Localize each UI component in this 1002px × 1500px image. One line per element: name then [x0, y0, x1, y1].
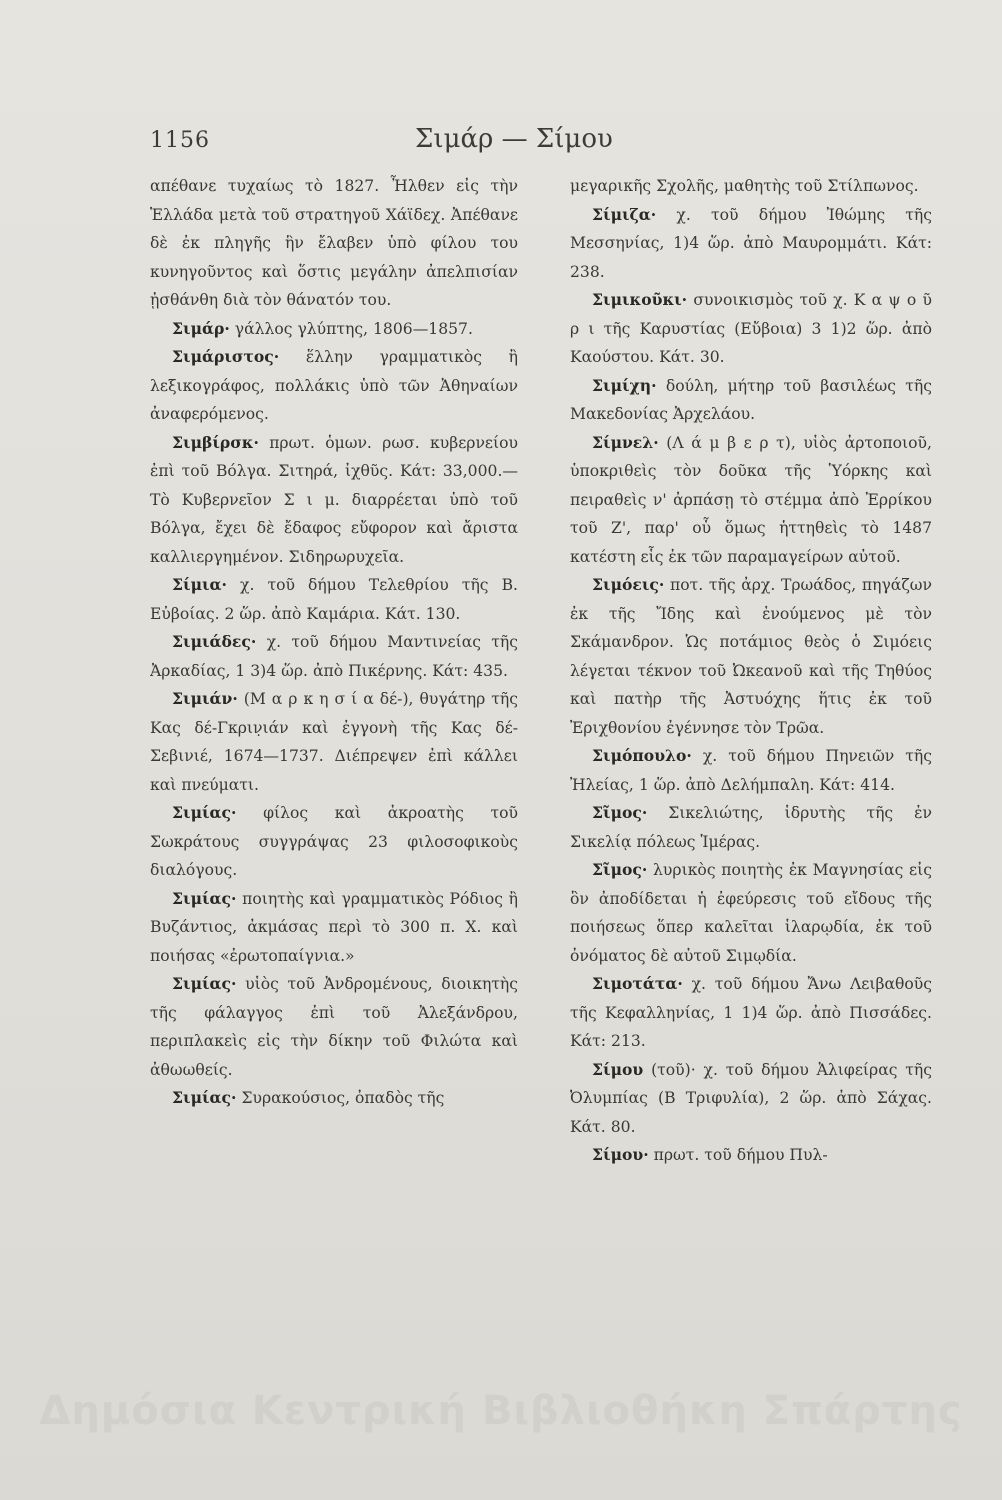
dictionary-entry [570, 429, 932, 572]
entry-headword: Σιμίας· [172, 1088, 237, 1107]
dictionary-entry [570, 286, 932, 372]
dictionary-entry [150, 970, 518, 1084]
dictionary-entry [150, 571, 518, 628]
entry-headword: Σιμόπουλο· [592, 746, 692, 765]
dictionary-entry [570, 372, 932, 429]
dictionary-entry [570, 1056, 932, 1142]
dictionary-entry [150, 628, 518, 685]
entry-headword: Σιμικοῦκι· [592, 290, 688, 309]
entry-text: μεγαρικῆς Σχολῆς, μαθητὴς τοῦ Στίλπωνος. [570, 177, 919, 195]
entry-headword: Σιμιάδες· [172, 632, 257, 651]
entry-text: χ. τοῦ δήμου Μαντινείας τῆς Ἀρκαδίας, 1 3)4 ὥρ. ἀπὸ Πικέρνης. Κάτ: 435. [150, 633, 518, 680]
dictionary-entry [570, 1141, 932, 1170]
entry-text: χ. τοῦ δήμου Ἰθώμης τῆς Μεσσηνίας, 1)4 ὥρ. ἀπὸ Μαυρομμάτι. Κάτ: 238. [570, 205, 932, 281]
entry-headword: Σίμιζα· [592, 204, 657, 224]
entry-headword: Σιμιάν· [172, 689, 238, 708]
entry-headword: Σιμίας· [172, 803, 237, 822]
entry-headword: Σιμβίρσκ· [172, 432, 259, 452]
entry-headword: Σιμοτάτα· [592, 974, 683, 993]
entry-headword: Σιμάριστος· [172, 347, 280, 366]
entry-headword: Σιμίας· [172, 888, 237, 908]
entry-headword: Σιμίχη· [592, 375, 657, 395]
dictionary-entry [150, 1084, 518, 1113]
running-head: Σιμάρ — Σίμου [415, 124, 613, 154]
entry-text: Συρακούσιος, ὀπαδὸς τῆς [241, 1089, 445, 1107]
entry-text: δούλη, μήτηρ τοῦ βασιλέως τῆς Μακεδονίας Ἀρχελάου. [570, 376, 932, 423]
entry-text: λυρικὸς ποιητὴς ἐκ Μαγνησίας εἰς ὃν ἀποδίδεται ἡ ἐφεύρεσις τοῦ εἴδους τῆς ποιήσεως ὅπερ καλεῖται ἱλαρῳδία, ἐκ τοῦ ὀνόματος δὲ αὐτοῦ Σιμῳδία. [570, 861, 932, 965]
entry-headword: Σιμάρ· [172, 318, 230, 338]
dictionary-entry [570, 172, 932, 201]
entry-text: ποιητὴς καὶ γραμματικὸς Ρόδιος ἢ Βυζάντιος, ἀκμάσας περὶ τὸ 300 π. Χ. καὶ ποιήσας «ἐρωτοπαίγνια.» [150, 889, 518, 965]
entry-text: ἕλλην γραμματικὸς ἢ λεξικογράφος, πολλάκις ὑπὸ τῶν Ἀθηναίων ἀναφερόμενος. [150, 348, 518, 423]
entry-headword: Σίμου [592, 1059, 644, 1079]
entry-headword: Σίμια· [172, 575, 227, 594]
entry-text: φίλος καὶ ἀκροατὴς τοῦ Σωκράτους συγγράψας 23 φιλοσοφικοὺς διαλόγους. [150, 804, 518, 879]
right-column [570, 172, 932, 1422]
entry-headword: Σιμόεις· [592, 575, 665, 594]
dictionary-entry [570, 742, 932, 799]
dictionary-entry [150, 885, 518, 971]
entry-text: Σικελιώτης, ἱδρυτὴς τῆς ἐν Σικελίᾳ πόλεως Ἱμέρας. [570, 804, 932, 851]
entry-text: πρωτ. ὁμων. ρωσ. κυβερνείου ἐπὶ τοῦ Βόλγα. Σιτηρά, ἰχθῦς. Κάτ: 33,000.—Τὸ Κυβερνεῖον Σ ι μ. διαρρέεται ὑπὸ τοῦ Βόλγα, ἔχει δὲ ἔδαφος εὔφορον καὶ ἄριστα καλλιεργημένον. Σιδηρωρυχεῖα. [150, 433, 518, 566]
entry-text: (τοῦ)· χ. τοῦ δήμου Ἀλιφείρας τῆς Ὀλυμπίας (Β Τριφυλία), 2 ὥρ. ἀπὸ Σάχας. Κάτ. 80. [570, 1060, 932, 1136]
dictionary-entry [570, 201, 932, 287]
dictionary-entry [570, 571, 932, 742]
dictionary-entry [150, 429, 518, 572]
entry-text: γάλλος γλύπτης, 1806—1857. [234, 319, 473, 338]
entry-text: πρωτ. τοῦ δήμου Πυλ- [653, 1146, 828, 1164]
dictionary-entry [150, 685, 518, 799]
dictionary-entry [150, 315, 518, 344]
page-number: 1156 [150, 128, 210, 153]
entry-headword: Σιμίας· [172, 974, 237, 993]
dictionary-entry [150, 172, 518, 315]
entry-text: απέθανε τυχαίως τὸ 1827. Ἦλθεν εἰς τὴν Ἑλλάδα μετὰ τοῦ στρατηγοῦ Χάϊδεχ. Ἀπέθανε δὲ ἐκ πληγῆς ἣν ἔλαβεν ὑπὸ φίλου του κυνηγοῦντος καὶ ὅστις μεγάλην ἀπελπισίαν ᾐσθάνθη διὰ τὸν θάνατόν του. [150, 177, 518, 309]
dictionary-entry [570, 799, 932, 856]
entry-text: (Λ ά μ β ε ρ τ), υἱὸς ἀρτοποιοῦ, ὑποκριθεὶς τὸν δοῦκα τῆς Ὑόρκης καὶ πειραθεὶς ν' ἀρπάσῃ τὸ στέμμα ἀπὸ Ἐρρίκου τοῦ Ζ', παρ' οὗ ὅμως ἡττηθεὶς τὸ 1487 κατέστη εἷς ἐκ τῶν παραμαγείρων αὐτοῦ. [570, 433, 932, 566]
entry-headword: Σίμνελ· [592, 432, 659, 452]
left-column [150, 172, 518, 1422]
library-watermark: Δημόσια Κεντρική Βιβλιοθήκη Σπάρτης [39, 1388, 963, 1434]
dictionary-entry [570, 856, 932, 970]
entry-headword: Σίμου· [592, 1145, 649, 1164]
entry-text: χ. τοῦ δήμου Τελεθρίου τῆς Β. Εὐβοίας. 2 ὥρ. ἀπὸ Καμάρια. Κάτ. 130. [150, 576, 518, 623]
dictionary-entry [150, 799, 518, 885]
entry-text: συνοικισμὸς τοῦ χ. Κ α ψ ο ῦ ρ ι τῆς Καρυστίας (Εὔβοια) 3 1)2 ὥρ. ἀπὸ Καούστου. Κάτ. 30. [570, 291, 932, 366]
dictionary-entry [570, 970, 932, 1056]
dictionary-entry [150, 343, 518, 429]
entry-text: χ. τοῦ δήμου Ἄνω Λειβαθοῦς τῆς Κεφαλληνίας, 1 1)4 ὥρ. ἀπὸ Πισσάδες. Κάτ: 213. [570, 975, 932, 1050]
entry-text: (Μ α ρ κ η σ ί α δέ-), θυγάτηρ τῆς Κας δέ-Γκριν̣ιάν καὶ ἐγγονὴ τῆς Κας δέ-Σεβινιέ, 1674—1737. Διέπρεψεν ἐπὶ κάλλει καὶ πνεύματι. [150, 690, 518, 794]
entry-text: υἱὸς τοῦ Ἀνδρομένους, διοικητὴς τῆς φάλαγγος ἐπὶ τοῦ Ἀλεξάνδρου, περιπλακεὶς εἰς τὴν δίκην τοῦ Φιλώτα καὶ ἀθωωθείς. [150, 975, 518, 1079]
entry-text: χ. τοῦ δήμου Πηνειῶν τῆς Ἠλείας, 1 ὥρ. ἀπὸ Δελήμπαλη. Κάτ: 414. [570, 747, 932, 794]
entry-headword: Σῖμος· [592, 803, 648, 822]
entry-headword: Σῖμος· [592, 860, 648, 879]
entry-text: ποτ. τῆς ἀρχ. Τρωάδος, πηγάζων ἐκ τῆς Ἴδης καὶ ἑνούμενος μὲ τὸν Σκάμανδρον. Ὡς ποτάμιος θεὸς ὁ Σιμόεις λέγεται τέκνον τοῦ Ὠκεανοῦ καὶ τῆς Τηθύος καὶ πατὴρ τῆς Ἀστυόχης ἥτις ἐκ τοῦ Ἐριχθονίου ἐγέννησε τὸν Τρῶα. [570, 576, 932, 737]
